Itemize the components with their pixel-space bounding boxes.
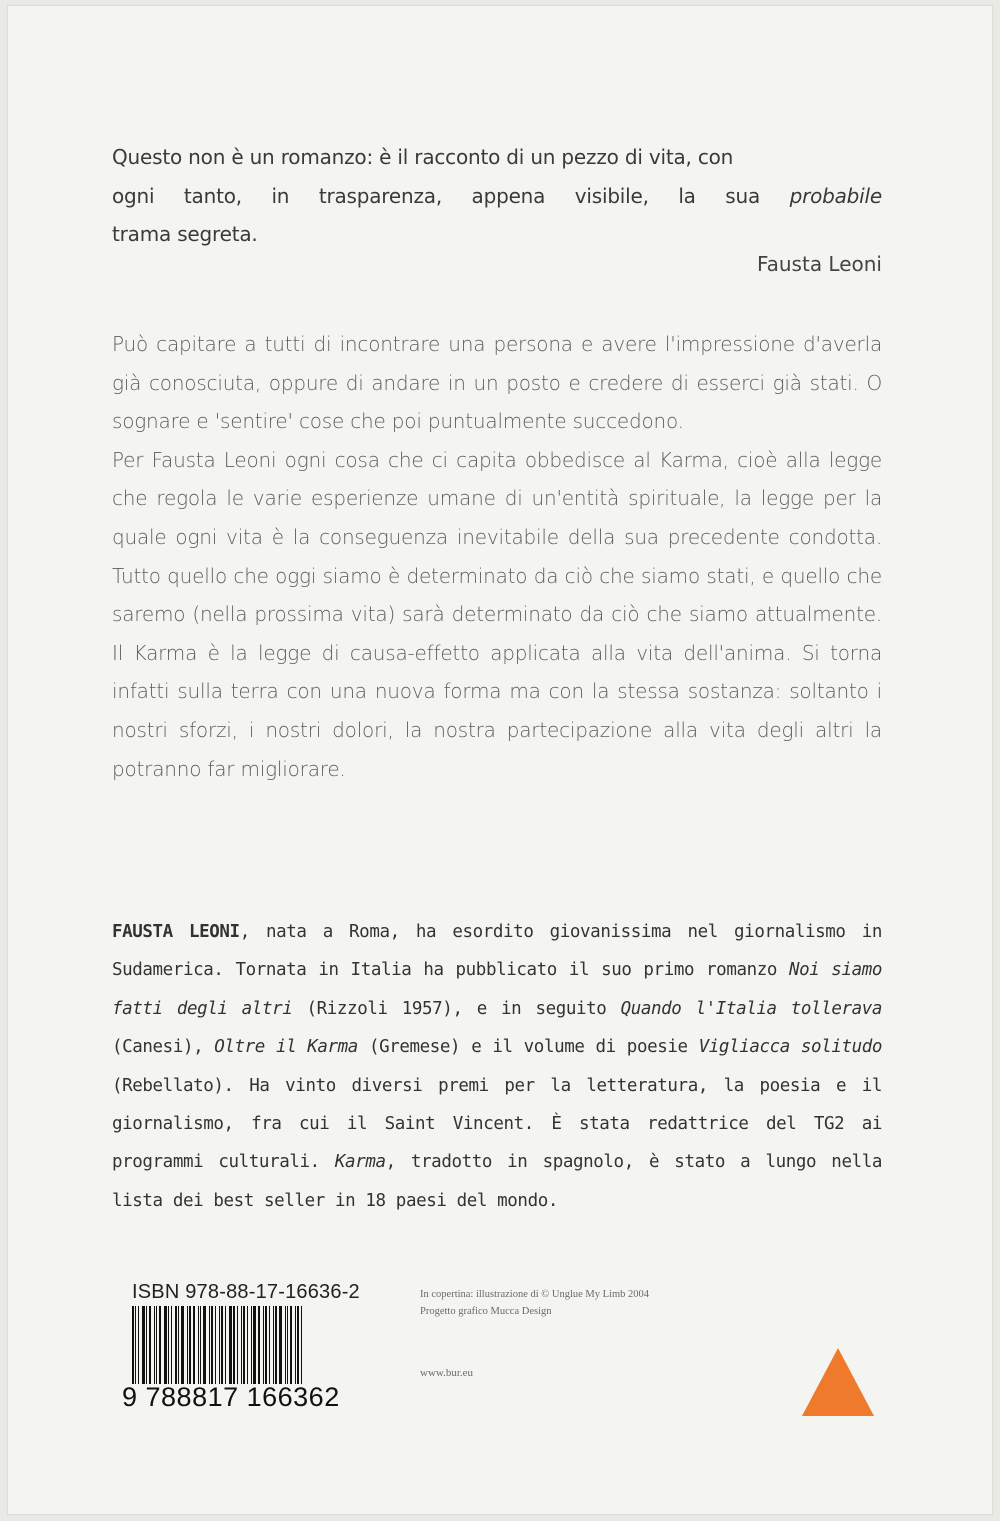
bio-text-5: (Rebellato). Ha vinto diversi premi per la letteratura, la poesia e il giornalismo, fra cui il Saint Vincent. È stata redattrice del TG2 ai programmi culturali.: [112, 1075, 882, 1173]
barcode-bar: [175, 1306, 177, 1384]
barcode-bar: [203, 1306, 206, 1384]
barcode-bar: [168, 1306, 169, 1384]
barcode-bar: [275, 1306, 277, 1384]
barcode-bar: [211, 1306, 213, 1384]
barcode-bar: [164, 1306, 167, 1384]
barcode-bar: [243, 1306, 245, 1384]
barcode-bar: [149, 1306, 151, 1384]
barcode-bar: [198, 1306, 199, 1384]
barcode-bar: [159, 1306, 161, 1384]
author-bio: [112, 913, 882, 1220]
intro-paragraph-1: Può capitare a tutti di incontrare una persona e avere l'impressione d'averla già conosciuta, oppure di andare in un posto e credere di esserci già stati. O sognare e 'sentire' cose che poi puntualmente succedono.: [112, 332, 882, 434]
barcode-bar: [263, 1306, 264, 1384]
epigraph-quote: [112, 138, 882, 254]
book-title-5: Karma: [334, 1152, 386, 1173]
barcode-bar: [200, 1306, 201, 1384]
intro-text: [112, 325, 882, 788]
barcode-bar: [297, 1306, 299, 1384]
barcode-bar: [233, 1306, 235, 1384]
quote-line-1: Questo non è un romanzo: è il racconto di un pezzo di vita, con: [112, 145, 734, 169]
barcode-bar: [135, 1306, 136, 1384]
barcode-bar: [301, 1306, 302, 1384]
bio-text-1: , nata a Roma, ha esordito giovanissima nel giornalismo in Sudamerica. Tornata in Italia ha pubblicato il suo primo romanzo: [112, 922, 882, 981]
quote-emphasis: probabile: [789, 183, 882, 208]
barcode-bar: [138, 1306, 139, 1384]
barcode-bar: [265, 1306, 267, 1384]
intro-paragraph-2: Per Fausta Leoni ogni cosa che ci capita obbedisce al Karma, cioè alla legge che regola le varie esperienze umane di un'entità spirituale, la legge per la quale ogni vita è la conseguenza inevitabile della sua precedente condotta. Tutto quello che oggi siamo è determinato da ciò che siamo stati, e quello che saremo (nella prossima vita) sarà determinato da ciò che siamo attualmente. Il Karma è la legge di causa-effetto applicata alla vita dell'anima. Si torna infatti sulla terra con una nuova forma ma con la stessa sostanza: soltanto i nostri sforzi, i nostri dolori, la nostra partecipazione alla vita degli altri la potranno far migliorare.: [112, 447, 882, 781]
barcode-bar: [221, 1306, 223, 1384]
barcode-bar: [287, 1306, 288, 1384]
quote-signature: Fausta Leoni: [756, 252, 882, 276]
quote-line-3: trama segreta.: [112, 222, 258, 247]
quote-line-2: ogni tanto, in trasparenza, appena visibile, la sua: [112, 183, 790, 208]
barcode-bar: [229, 1306, 232, 1384]
isbn-label: ISBN 978-88-17-16636-2: [132, 1281, 360, 1303]
author-name: FAUSTA LEONI: [112, 922, 240, 942]
barcode-bar: [219, 1306, 220, 1384]
barcode-bar: [279, 1306, 282, 1384]
book-title-4: Vigliacca solitudo: [698, 1037, 882, 1058]
bio-text-3: (Canesi),: [112, 1037, 215, 1058]
barcode-bar: [142, 1306, 145, 1384]
publisher-triangle-logo-icon: [800, 1344, 876, 1420]
barcode-bar: [237, 1306, 238, 1384]
barcode-bar: [285, 1306, 286, 1384]
credits-line-2: Progetto grafico Mucca Design: [420, 1306, 552, 1317]
bio-text-4: (Gremese) e il volume di poesie: [357, 1037, 699, 1058]
barcode-bar: [209, 1306, 210, 1384]
barcode-icon: [132, 1306, 340, 1384]
barcode-bar: [258, 1306, 260, 1384]
barcode-bar: [251, 1306, 252, 1384]
barcode-bar: [156, 1306, 157, 1384]
barcode-bar: [187, 1306, 188, 1384]
barcode-bar: [171, 1306, 172, 1384]
barcode-bar: [215, 1306, 216, 1384]
bio-text-6: , tradotto in spagnolo, è stato a lungo nella lista dei best seller in 18 paesi del mondo.: [112, 1152, 882, 1211]
barcode-bar: [269, 1306, 270, 1384]
book-title-2: Quando l'Italia tollerava: [620, 998, 883, 1019]
barcode-bar: [273, 1306, 274, 1384]
bio-text-2: (Rizzoli 1957), e in seguito: [292, 998, 621, 1019]
barcode-bar: [181, 1306, 184, 1384]
barcode-digits: 9 788817 166362: [122, 1382, 340, 1412]
barcode-bar: [253, 1306, 256, 1384]
credits-line-1: In copertina: illustrazione di © Unglue My Limb 2004: [420, 1289, 650, 1300]
barcode-bar: [225, 1306, 226, 1384]
barcode-bar: [132, 1306, 134, 1384]
publisher-website: www.bur.eu: [420, 1367, 474, 1379]
barcode-bar: [247, 1306, 248, 1384]
barcode-bar: [290, 1306, 292, 1384]
barcode-bar: [295, 1306, 296, 1384]
barcode-bar: [193, 1306, 195, 1384]
barcode-bar: [241, 1306, 242, 1384]
cover-credits: [420, 1286, 649, 1320]
barcode-bar: [189, 1306, 191, 1384]
book-title-3: Oltre il Karma: [214, 1037, 358, 1058]
barcode-bar: [154, 1306, 155, 1384]
book-title-1: Noi siamo fatti degli altri: [112, 960, 882, 1019]
barcode-bar: [178, 1306, 179, 1384]
barcode-bar: [146, 1306, 147, 1384]
